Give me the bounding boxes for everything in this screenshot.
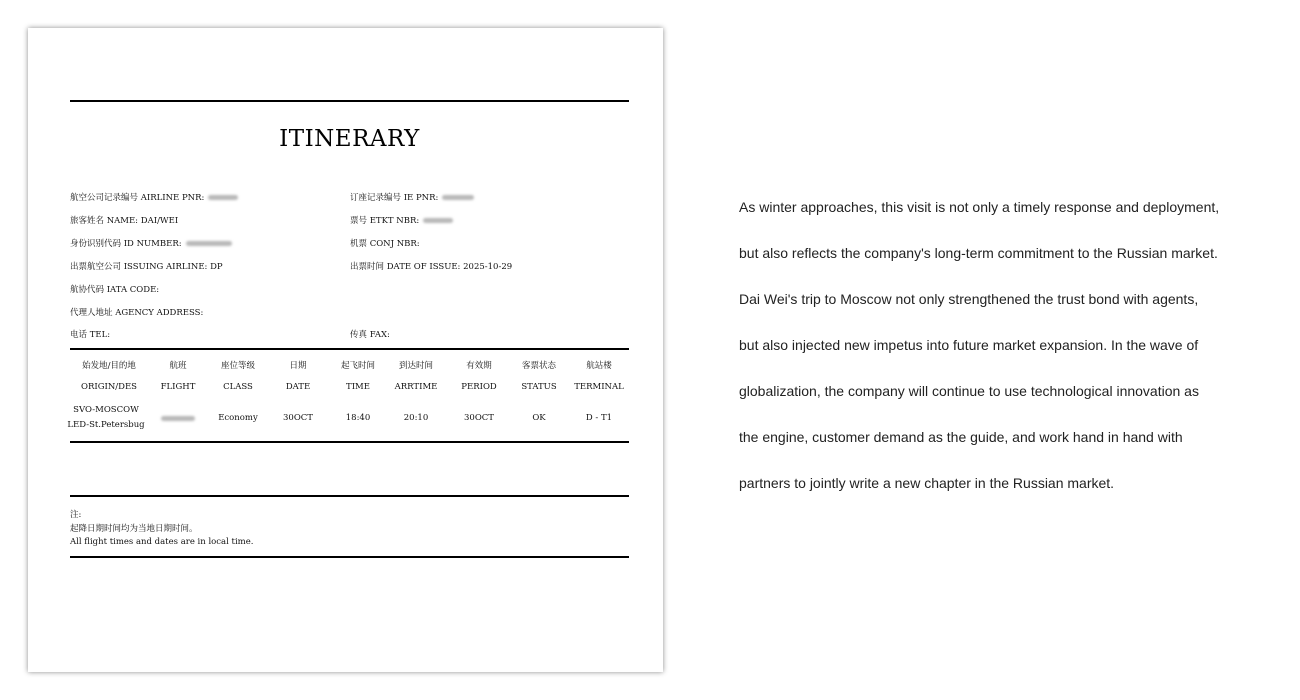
header-class-cn: 座位等级: [220, 361, 255, 371]
header-time-cn: 起飞时间: [340, 361, 375, 371]
header-date-cn: 日期: [289, 361, 307, 371]
cell-destination: LED-St.Petersbug: [67, 420, 145, 430]
cell-time: 18:40: [345, 413, 371, 423]
header-terminal-cn: 航站楼: [586, 361, 612, 371]
header-flight-en: FLIGHT: [160, 382, 196, 392]
iata-code-field: 航协代码 IATA CODE:: [70, 285, 160, 295]
header-origin-en: ORIGIN/DES: [80, 382, 138, 392]
header-arrtime-cn: 到达时间: [398, 361, 433, 371]
redacted-value: [208, 195, 238, 200]
issuing-airline-field: 出票航空公司 ISSUING AIRLINE: DP: [70, 262, 223, 272]
header-time-en: TIME: [346, 382, 370, 392]
airline-pnr-field: 航空公司记录编号 AIRLINE PNR:: [70, 191, 238, 203]
paragraph-line: Dai Wei's trip to Moscow not only strengthened the trust bond with agents,: [739, 291, 1199, 307]
header-arrtime-en: ARRTIME: [394, 382, 438, 392]
paragraph-line: partners to jointly write a new chapter in the Russian market.: [739, 475, 1115, 491]
header-origin-cn: 始发地/目的地: [82, 361, 136, 371]
conj-field: 机票 CONJ NBR:: [350, 239, 420, 249]
itinerary-title: ITINERARY: [279, 126, 420, 152]
itinerary-document: [28, 28, 663, 672]
etkt-field: 票号 ETKT NBR:: [350, 214, 453, 226]
bottom-rule: [70, 556, 629, 558]
paragraph-line: but also injected new impetus into future market expansion. In the wave of: [739, 337, 1199, 353]
redacted-flight-number: [161, 416, 195, 421]
notes-cn: 起降日期时间均为当地日期时间。: [70, 524, 198, 534]
cell-date: 30OCT: [283, 413, 313, 423]
agency-address-field: 代理人地址 AGENCY ADDRESS:: [70, 308, 204, 318]
id-number-field: 身份识别代码 ID NUMBER:: [70, 237, 232, 249]
ie-pnr-field: 订座记录编号 IE PNR:: [350, 191, 474, 203]
paragraph-line: globalization, the company will continue to use technological innovation as: [739, 383, 1199, 399]
fax-field: 传真 FAX:: [350, 330, 390, 340]
cell-period: 30OCT: [464, 413, 494, 423]
paragraph-line: but also reflects the company's long-term commitment to the Russian market.: [739, 245, 1218, 261]
cell-class: Economy: [218, 413, 258, 423]
redacted-value: [423, 218, 453, 223]
top-rule: [70, 100, 629, 102]
header-status-en: STATUS: [521, 382, 557, 392]
table-top-rule: [70, 348, 629, 350]
article-paragraph: [739, 190, 1279, 512]
date-of-issue-field: 出票时间 DATE OF ISSUE: 2025-10-29: [350, 262, 513, 272]
cell-origin: SVO-MOSCOW: [73, 405, 139, 415]
notes-label: 注:: [70, 510, 82, 520]
header-status-cn: 客票状态: [521, 361, 556, 371]
table-bottom-rule: [70, 441, 629, 443]
tel-field: 电话 TEL:: [70, 330, 111, 340]
passenger-name-field: 旅客姓名 NAME: DAI/WEI: [70, 216, 179, 226]
header-terminal-en: TERMINAL: [574, 382, 624, 392]
redacted-value: [186, 241, 232, 246]
redacted-value: [442, 195, 474, 200]
paragraph-line: the engine, customer demand as the guide, and work hand in hand with: [739, 429, 1183, 445]
header-flight-cn: 航班: [169, 361, 187, 371]
cell-terminal: D - T1: [585, 413, 613, 423]
notes-top-rule: [70, 495, 629, 497]
header-date-en: DATE: [285, 382, 311, 392]
header-class-en: CLASS: [223, 382, 253, 392]
notes-en: All flight times and dates are in local time.: [70, 537, 254, 547]
cell-status: OK: [532, 413, 546, 423]
header-period-en: PERIOD: [461, 382, 497, 392]
paragraph-line: As winter approaches, this visit is not only a timely response and deployment,: [739, 199, 1220, 215]
cell-arrtime: 20:10: [403, 413, 429, 423]
header-period-cn: 有效期: [466, 361, 492, 371]
